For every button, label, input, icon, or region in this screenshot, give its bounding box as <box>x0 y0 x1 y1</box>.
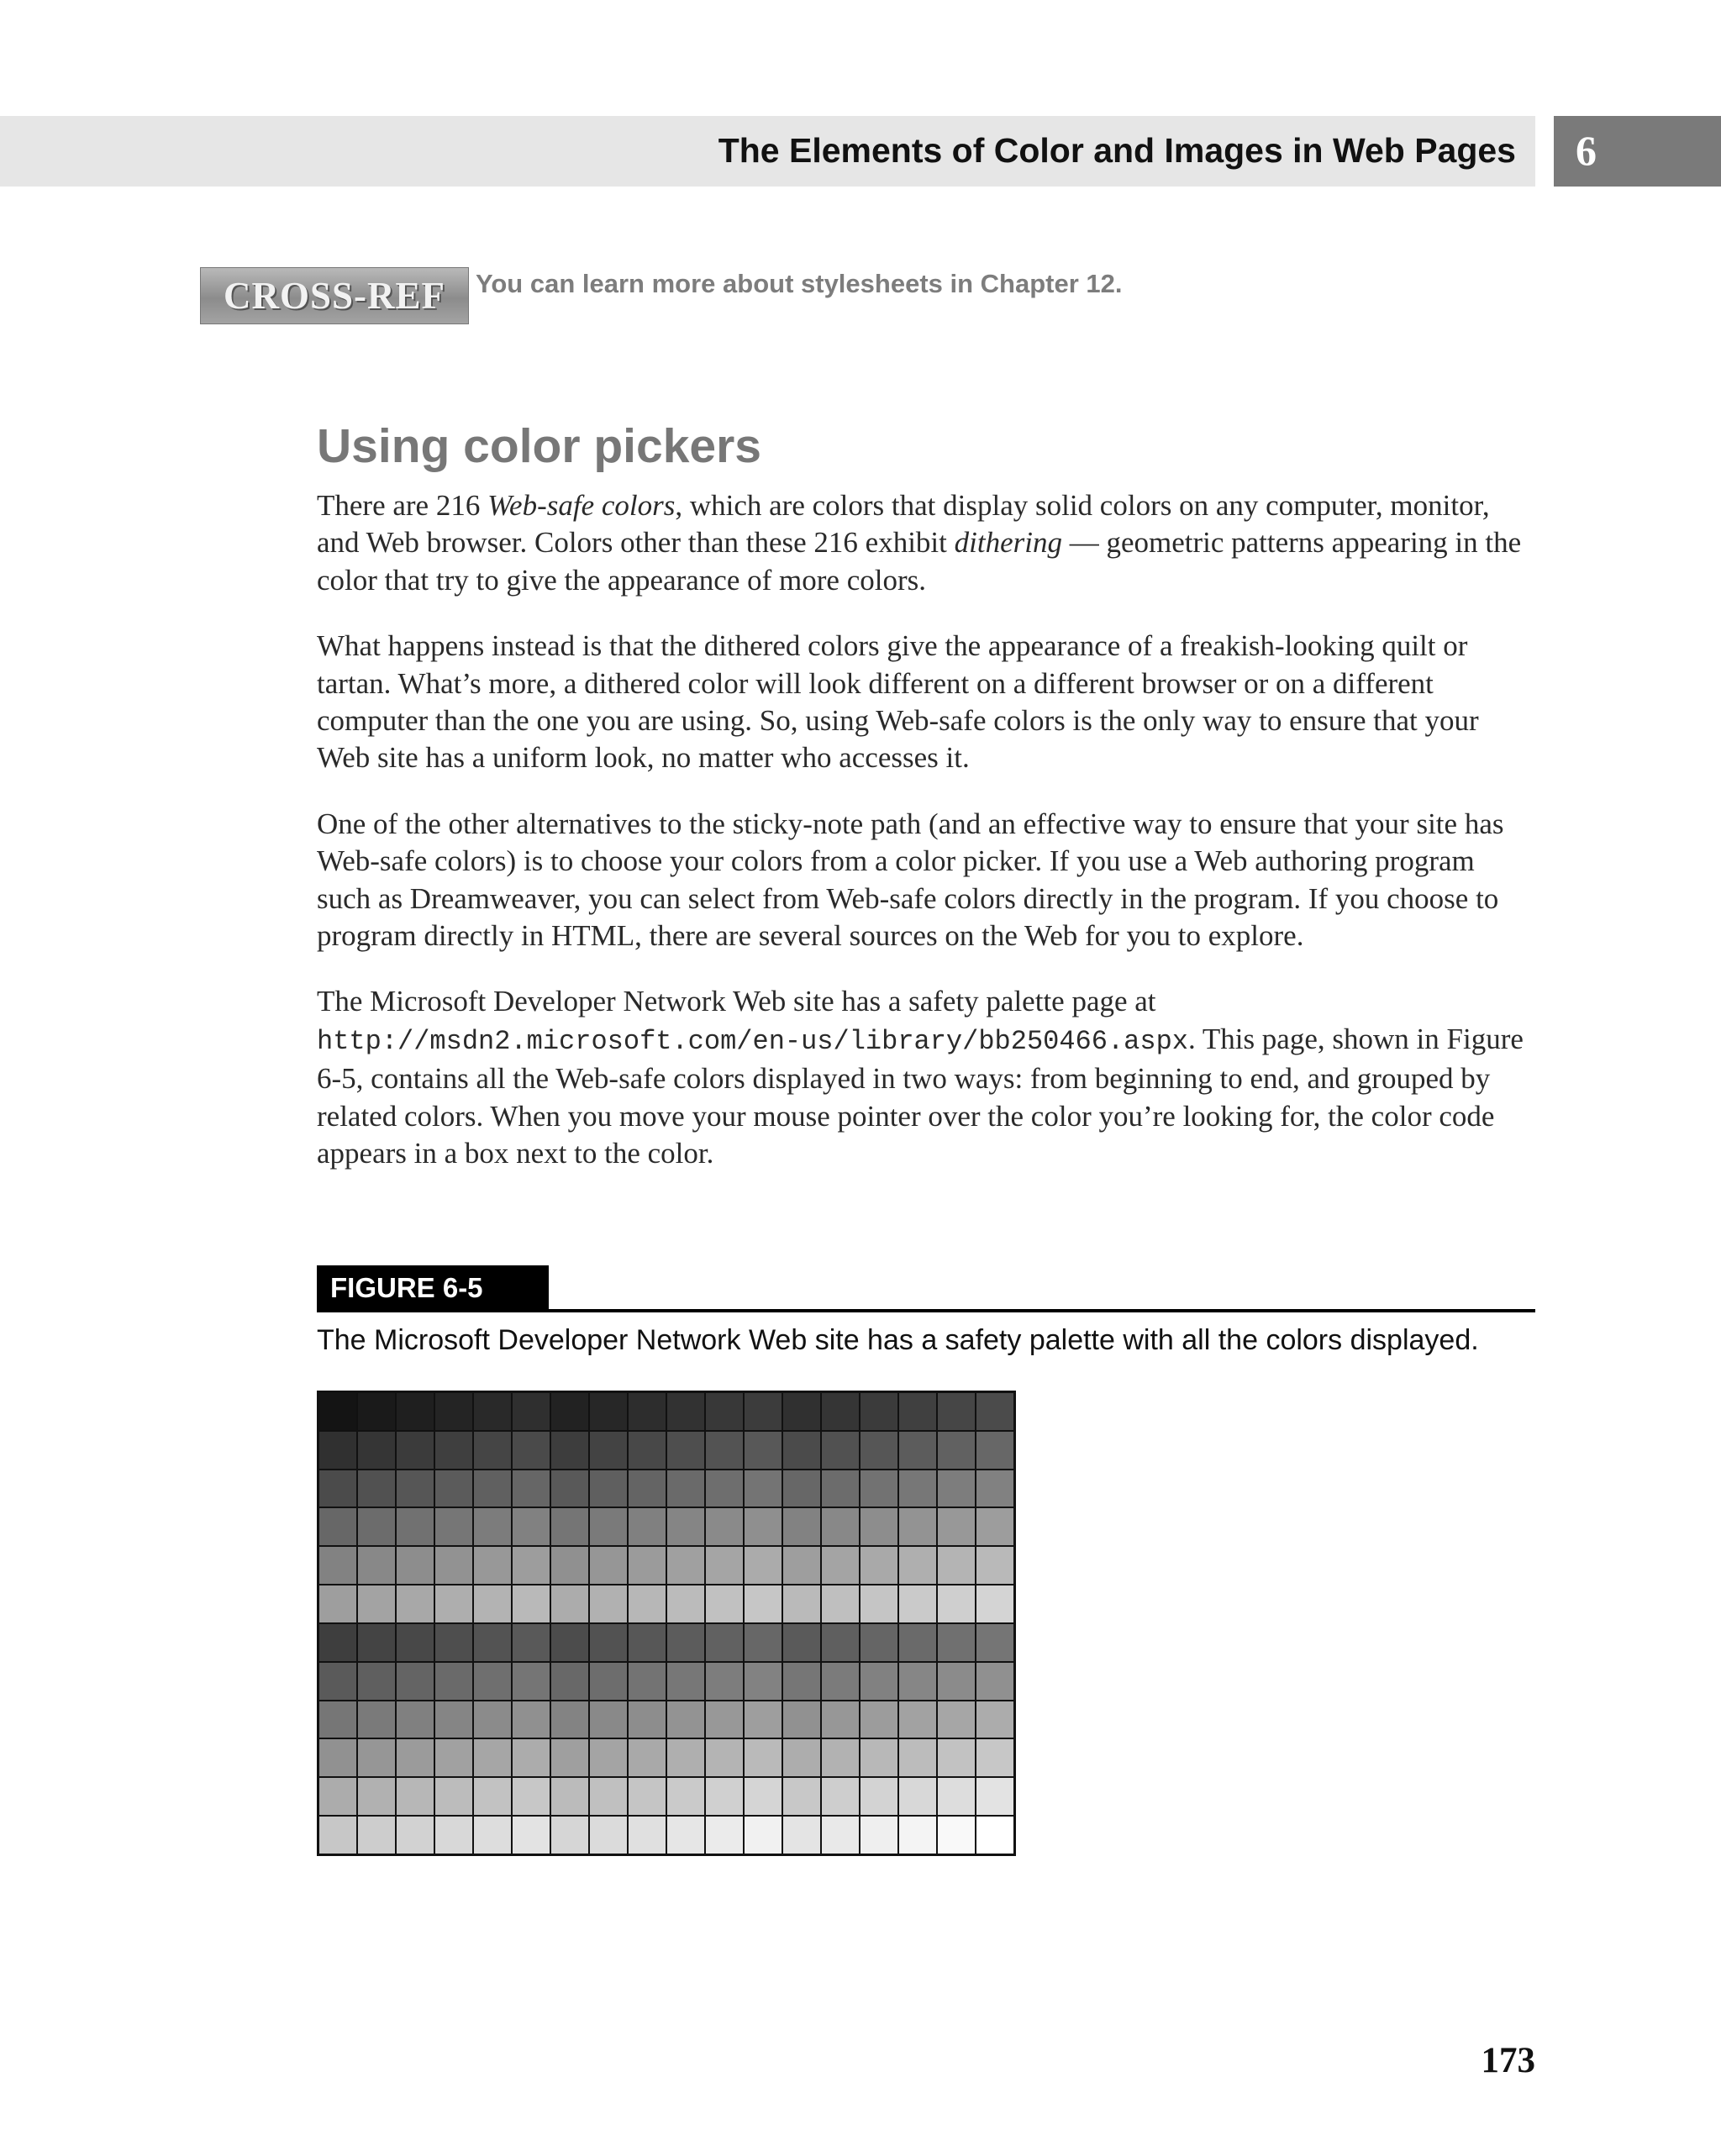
palette-swatch[interactable] <box>706 1739 743 1776</box>
palette-swatch[interactable] <box>860 1624 897 1661</box>
palette-swatch[interactable] <box>667 1817 704 1854</box>
chapter-tab <box>1554 116 1721 187</box>
palette-swatch[interactable] <box>590 1817 627 1854</box>
palette-swatch[interactable] <box>899 1585 936 1622</box>
palette-swatch[interactable] <box>319 1585 356 1622</box>
paragraph-2: What happens instead is that the dithered colors give the appearance of a freakish-looking quilt or tartan. What’s more, a dithered color will look different on a different browser or on a different computer than the one you are using. So, using Web-safe colors is the only way to ensure that your Web site has a uniform look, no matter who accesses it. <box>317 629 1479 775</box>
paragraph-1-text-a: There are 216 <box>317 489 488 522</box>
palette-swatch[interactable] <box>976 1432 1013 1469</box>
palette-swatch[interactable] <box>397 1393 434 1430</box>
palette-swatch[interactable] <box>358 1701 395 1738</box>
palette-swatch[interactable] <box>822 1663 859 1700</box>
palette-swatch[interactable] <box>474 1701 511 1738</box>
palette-swatch[interactable] <box>629 1508 666 1545</box>
palette-swatch[interactable] <box>938 1739 975 1776</box>
palette-swatch[interactable] <box>860 1817 897 1854</box>
palette-swatch[interactable] <box>976 1817 1013 1854</box>
palette-swatch[interactable] <box>513 1585 550 1622</box>
palette-swatch[interactable] <box>667 1778 704 1815</box>
palette-swatch[interactable] <box>706 1663 743 1700</box>
palette-swatch[interactable] <box>397 1739 434 1776</box>
cross-ref-note: You can learn more about stylesheets in Chapter 12. <box>476 269 1123 298</box>
palette-swatch[interactable] <box>706 1817 743 1854</box>
palette-swatch[interactable] <box>745 1739 782 1776</box>
palette-swatch[interactable] <box>435 1663 472 1700</box>
palette-swatch[interactable] <box>474 1739 511 1776</box>
palette-swatch[interactable] <box>435 1778 472 1815</box>
palette-swatch[interactable] <box>590 1739 627 1776</box>
palette-swatch[interactable] <box>938 1470 975 1507</box>
palette-swatch[interactable] <box>938 1701 975 1738</box>
palette-swatch[interactable] <box>667 1432 704 1469</box>
palette-swatch[interactable] <box>474 1585 511 1622</box>
term-web-safe-colors: Web-safe colors <box>487 489 676 522</box>
palette-swatch[interactable] <box>629 1547 666 1584</box>
palette-swatch[interactable] <box>513 1701 550 1738</box>
palette-swatch[interactable] <box>551 1508 588 1545</box>
palette-swatch[interactable] <box>397 1817 434 1854</box>
figure-caption: The Microsoft Developer Network Web site has a safety palette with all the colors displayed. <box>317 1324 1479 1356</box>
palette-swatch[interactable] <box>319 1701 356 1738</box>
palette-swatch[interactable] <box>474 1508 511 1545</box>
palette-swatch[interactable] <box>358 1817 395 1854</box>
palette-swatch[interactable] <box>474 1432 511 1469</box>
palette-swatch[interactable] <box>397 1663 434 1700</box>
palette-swatch[interactable] <box>319 1508 356 1545</box>
palette-swatch[interactable] <box>706 1432 743 1469</box>
palette-swatch[interactable] <box>358 1624 395 1661</box>
palette-swatch[interactable] <box>397 1778 434 1815</box>
palette-swatch[interactable] <box>745 1663 782 1700</box>
palette-swatch[interactable] <box>513 1778 550 1815</box>
palette-swatch[interactable] <box>590 1470 627 1507</box>
body-text <box>317 487 1535 1202</box>
palette-swatch[interactable] <box>822 1585 859 1622</box>
paragraph-4 <box>317 983 1535 1172</box>
palette-swatch[interactable] <box>745 1701 782 1738</box>
palette-swatch[interactable] <box>590 1663 627 1700</box>
palette-swatch[interactable] <box>358 1663 395 1700</box>
palette-swatch[interactable] <box>513 1739 550 1776</box>
palette-swatch[interactable] <box>397 1508 434 1545</box>
palette-swatch[interactable] <box>551 1432 588 1469</box>
palette-swatch[interactable] <box>474 1470 511 1507</box>
palette-swatch[interactable] <box>397 1701 434 1738</box>
palette-swatch[interactable] <box>783 1624 820 1661</box>
palette-swatch[interactable] <box>822 1739 859 1776</box>
palette-swatch[interactable] <box>822 1547 859 1584</box>
palette-swatch[interactable] <box>590 1393 627 1430</box>
palette-swatch[interactable] <box>319 1432 356 1469</box>
palette-swatch[interactable] <box>899 1547 936 1584</box>
palette-swatch[interactable] <box>551 1817 588 1854</box>
palette-swatch[interactable] <box>551 1585 588 1622</box>
palette-swatch[interactable] <box>435 1817 472 1854</box>
palette-swatch[interactable] <box>358 1432 395 1469</box>
palette-swatch[interactable] <box>319 1739 356 1776</box>
palette-swatch[interactable] <box>590 1585 627 1622</box>
palette-swatch[interactable] <box>358 1585 395 1622</box>
palette-swatch[interactable] <box>590 1508 627 1545</box>
palette-swatch[interactable] <box>667 1701 704 1738</box>
web-safe-palette-grid <box>317 1391 1016 1856</box>
palette-swatch[interactable] <box>976 1624 1013 1661</box>
palette-swatch[interactable] <box>551 1470 588 1507</box>
palette-swatch[interactable] <box>629 1470 666 1507</box>
palette-swatch[interactable] <box>435 1547 472 1584</box>
palette-swatch[interactable] <box>667 1663 704 1700</box>
palette-swatch[interactable] <box>319 1663 356 1700</box>
palette-swatch[interactable] <box>976 1508 1013 1545</box>
palette-swatch[interactable] <box>976 1393 1013 1430</box>
palette-swatch[interactable] <box>319 1547 356 1584</box>
palette-swatch[interactable] <box>590 1547 627 1584</box>
palette-swatch[interactable] <box>822 1470 859 1507</box>
palette-swatch[interactable] <box>976 1585 1013 1622</box>
palette-swatch[interactable] <box>551 1739 588 1776</box>
palette-swatch[interactable] <box>397 1470 434 1507</box>
palette-swatch[interactable] <box>783 1393 820 1430</box>
palette-swatch[interactable] <box>629 1817 666 1854</box>
palette-swatch[interactable] <box>976 1663 1013 1700</box>
palette-swatch[interactable] <box>706 1701 743 1738</box>
palette-swatch[interactable] <box>629 1432 666 1469</box>
palette-swatch[interactable] <box>822 1817 859 1854</box>
palette-swatch[interactable] <box>976 1547 1013 1584</box>
palette-swatch[interactable] <box>435 1470 472 1507</box>
palette-swatch[interactable] <box>667 1508 704 1545</box>
palette-swatch[interactable] <box>706 1778 743 1815</box>
palette-swatch[interactable] <box>745 1778 782 1815</box>
term-dithering: dithering <box>954 526 1062 560</box>
palette-swatch[interactable] <box>667 1393 704 1430</box>
palette-swatch[interactable] <box>899 1701 936 1738</box>
palette-swatch[interactable] <box>822 1778 859 1815</box>
palette-swatch[interactable] <box>629 1739 666 1776</box>
palette-swatch[interactable] <box>899 1432 936 1469</box>
palette-swatch[interactable] <box>976 1778 1013 1815</box>
palette-swatch[interactable] <box>860 1547 897 1584</box>
palette-swatch[interactable] <box>513 1508 550 1545</box>
palette-swatch[interactable] <box>629 1585 666 1622</box>
palette-swatch[interactable] <box>745 1508 782 1545</box>
palette-swatch[interactable] <box>938 1817 975 1854</box>
palette-swatch[interactable] <box>667 1547 704 1584</box>
palette-swatch[interactable] <box>513 1663 550 1700</box>
palette-swatch[interactable] <box>551 1778 588 1815</box>
palette-swatch[interactable] <box>899 1393 936 1430</box>
palette-swatch[interactable] <box>783 1432 820 1469</box>
palette-swatch[interactable] <box>822 1701 859 1738</box>
palette-swatch[interactable] <box>474 1663 511 1700</box>
palette-swatch[interactable] <box>513 1547 550 1584</box>
palette-swatch[interactable] <box>629 1624 666 1661</box>
palette-swatch[interactable] <box>938 1547 975 1584</box>
figure-label: FIGURE 6-5 <box>330 1272 483 1303</box>
palette-swatch[interactable] <box>783 1508 820 1545</box>
palette-swatch[interactable] <box>860 1393 897 1430</box>
palette-swatch[interactable] <box>513 1624 550 1661</box>
palette-swatch[interactable] <box>513 1393 550 1430</box>
figure-rule <box>317 1309 1535 1312</box>
page-number: 173 <box>1481 2041 1535 2080</box>
palette-swatch[interactable] <box>590 1624 627 1661</box>
section-heading: Using color pickers <box>317 419 762 473</box>
palette-swatch[interactable] <box>629 1701 666 1738</box>
palette-swatch[interactable] <box>397 1432 434 1469</box>
palette-swatch[interactable] <box>938 1432 975 1469</box>
paragraph-1-text-c: — geometric patterns appearing in the color that try to give the appearance of more colors. <box>317 526 1522 597</box>
palette-swatch[interactable] <box>397 1547 434 1584</box>
palette-swatch[interactable] <box>435 1432 472 1469</box>
palette-swatch[interactable] <box>822 1393 859 1430</box>
palette-swatch[interactable] <box>899 1817 936 1854</box>
paragraph-4-text-b: . This page, shown in Figure 6-5, contains all the Web-safe colors displayed in two ways: from beginning to end, and grouped by related colors. When you move your mouse pointer over the color you’re looking for, the color code appears in a box next to the color. <box>317 1022 1524 1170</box>
palette-swatch[interactable] <box>551 1701 588 1738</box>
palette-swatch[interactable] <box>435 1508 472 1545</box>
palette-swatch[interactable] <box>938 1508 975 1545</box>
palette-swatch[interactable] <box>783 1817 820 1854</box>
palette-swatch[interactable] <box>745 1393 782 1430</box>
palette-swatch[interactable] <box>783 1470 820 1507</box>
palette-swatch[interactable] <box>319 1817 356 1854</box>
palette-swatch[interactable] <box>976 1739 1013 1776</box>
palette-swatch[interactable] <box>513 1470 550 1507</box>
palette-swatch[interactable] <box>551 1624 588 1661</box>
palette-swatch[interactable] <box>435 1585 472 1622</box>
palette-swatch[interactable] <box>435 1393 472 1430</box>
palette-swatch[interactable] <box>667 1624 704 1661</box>
palette-swatch[interactable] <box>358 1508 395 1545</box>
palette-swatch[interactable] <box>629 1393 666 1430</box>
palette-swatch[interactable] <box>745 1547 782 1584</box>
palette-swatch[interactable] <box>745 1817 782 1854</box>
palette-swatch[interactable] <box>822 1624 859 1661</box>
palette-swatch[interactable] <box>860 1663 897 1700</box>
cross-ref-badge <box>200 267 469 324</box>
palette-swatch[interactable] <box>358 1393 395 1430</box>
palette-swatch[interactable] <box>860 1778 897 1815</box>
palette-swatch[interactable] <box>358 1470 395 1507</box>
cross-ref-badge-label: CROSS-REF <box>223 275 446 317</box>
palette-swatch[interactable] <box>783 1585 820 1622</box>
palette-swatch[interactable] <box>435 1739 472 1776</box>
palette-swatch[interactable] <box>474 1393 511 1430</box>
palette-swatch[interactable] <box>822 1508 859 1545</box>
palette-swatch[interactable] <box>745 1470 782 1507</box>
palette-swatch[interactable] <box>860 1432 897 1469</box>
palette-swatch[interactable] <box>783 1701 820 1738</box>
palette-swatch[interactable] <box>899 1624 936 1661</box>
palette-swatch[interactable] <box>899 1663 936 1700</box>
palette-swatch[interactable] <box>899 1778 936 1815</box>
palette-swatch[interactable] <box>783 1778 820 1815</box>
palette-swatch[interactable] <box>706 1585 743 1622</box>
paragraph-4-text-a: The Microsoft Developer Network Web site has a safety palette page at <box>317 985 1156 1018</box>
palette-swatch[interactable] <box>435 1701 472 1738</box>
palette-swatch[interactable] <box>976 1470 1013 1507</box>
palette-swatch[interactable] <box>899 1739 936 1776</box>
palette-swatch[interactable] <box>319 1393 356 1430</box>
palette-swatch[interactable] <box>590 1701 627 1738</box>
palette-swatch[interactable] <box>590 1778 627 1815</box>
figure-label-box <box>317 1265 549 1311</box>
palette-swatch[interactable] <box>474 1778 511 1815</box>
paragraph-1 <box>317 487 1535 599</box>
paragraph-1-text-b: , which are colors that display solid colors on any computer, monitor, and Web browser. Colors other than these 216 exhibit <box>317 489 1490 560</box>
palette-swatch[interactable] <box>899 1508 936 1545</box>
palette-swatch[interactable] <box>745 1432 782 1469</box>
palette-swatch[interactable] <box>319 1470 356 1507</box>
palette-swatch[interactable] <box>397 1585 434 1622</box>
palette-swatch[interactable] <box>551 1663 588 1700</box>
palette-swatch[interactable] <box>513 1432 550 1469</box>
palette-swatch[interactable] <box>629 1663 666 1700</box>
palette-swatch[interactable] <box>667 1585 704 1622</box>
palette-swatch[interactable] <box>860 1701 897 1738</box>
palette-swatch[interactable] <box>860 1470 897 1507</box>
palette-swatch[interactable] <box>319 1778 356 1815</box>
palette-swatch[interactable] <box>435 1624 472 1661</box>
running-header-title: The Elements of Color and Images in Web Pages <box>718 131 1516 170</box>
palette-swatch[interactable] <box>551 1393 588 1430</box>
palette-swatch[interactable] <box>706 1393 743 1430</box>
palette-swatch[interactable] <box>938 1393 975 1430</box>
palette-swatch[interactable] <box>706 1624 743 1661</box>
palette-swatch[interactable] <box>938 1624 975 1661</box>
palette-swatch[interactable] <box>860 1739 897 1776</box>
palette-swatch[interactable] <box>358 1778 395 1815</box>
palette-swatch[interactable] <box>783 1739 820 1776</box>
palette-swatch[interactable] <box>860 1585 897 1622</box>
palette-swatch[interactable] <box>783 1663 820 1700</box>
palette-swatch[interactable] <box>938 1663 975 1700</box>
palette-swatch[interactable] <box>706 1470 743 1507</box>
palette-swatch[interactable] <box>551 1547 588 1584</box>
palette-swatch[interactable] <box>474 1624 511 1661</box>
palette-swatch[interactable] <box>745 1624 782 1661</box>
palette-swatch[interactable] <box>590 1432 627 1469</box>
msdn-url-link[interactable]: http://msdn2.microsoft.com/en-us/library/bb250466.aspx <box>317 1025 1188 1057</box>
paragraph-3: One of the other alternatives to the sticky-note path (and an effective way to ensure that your site has Web-safe colors) is to choose your colors from a color picker. If you use a Web authoring program such as Dreamweaver, you can select from Web-safe colors directly in the program. If you choose to program directly in HTML, there are several sources on the Web for you to explore. <box>317 807 1504 953</box>
palette-swatch[interactable] <box>474 1547 511 1584</box>
palette-swatch[interactable] <box>745 1585 782 1622</box>
palette-swatch[interactable] <box>474 1817 511 1854</box>
palette-swatch[interactable] <box>706 1508 743 1545</box>
palette-swatch[interactable] <box>358 1547 395 1584</box>
palette-swatch[interactable] <box>783 1547 820 1584</box>
palette-swatch[interactable] <box>706 1547 743 1584</box>
chapter-number: 6 <box>1576 127 1597 174</box>
palette-swatch[interactable] <box>513 1817 550 1854</box>
palette-swatch[interactable] <box>976 1701 1013 1738</box>
palette-swatch[interactable] <box>822 1432 859 1469</box>
palette-swatch[interactable] <box>860 1508 897 1545</box>
palette-swatch[interactable] <box>629 1778 666 1815</box>
palette-swatch[interactable] <box>397 1624 434 1661</box>
palette-swatch[interactable] <box>938 1585 975 1622</box>
palette-swatch[interactable] <box>899 1470 936 1507</box>
palette-swatch[interactable] <box>938 1778 975 1815</box>
palette-swatch[interactable] <box>667 1739 704 1776</box>
palette-swatch[interactable] <box>358 1739 395 1776</box>
palette-swatch[interactable] <box>667 1470 704 1507</box>
palette-swatch[interactable] <box>319 1624 356 1661</box>
